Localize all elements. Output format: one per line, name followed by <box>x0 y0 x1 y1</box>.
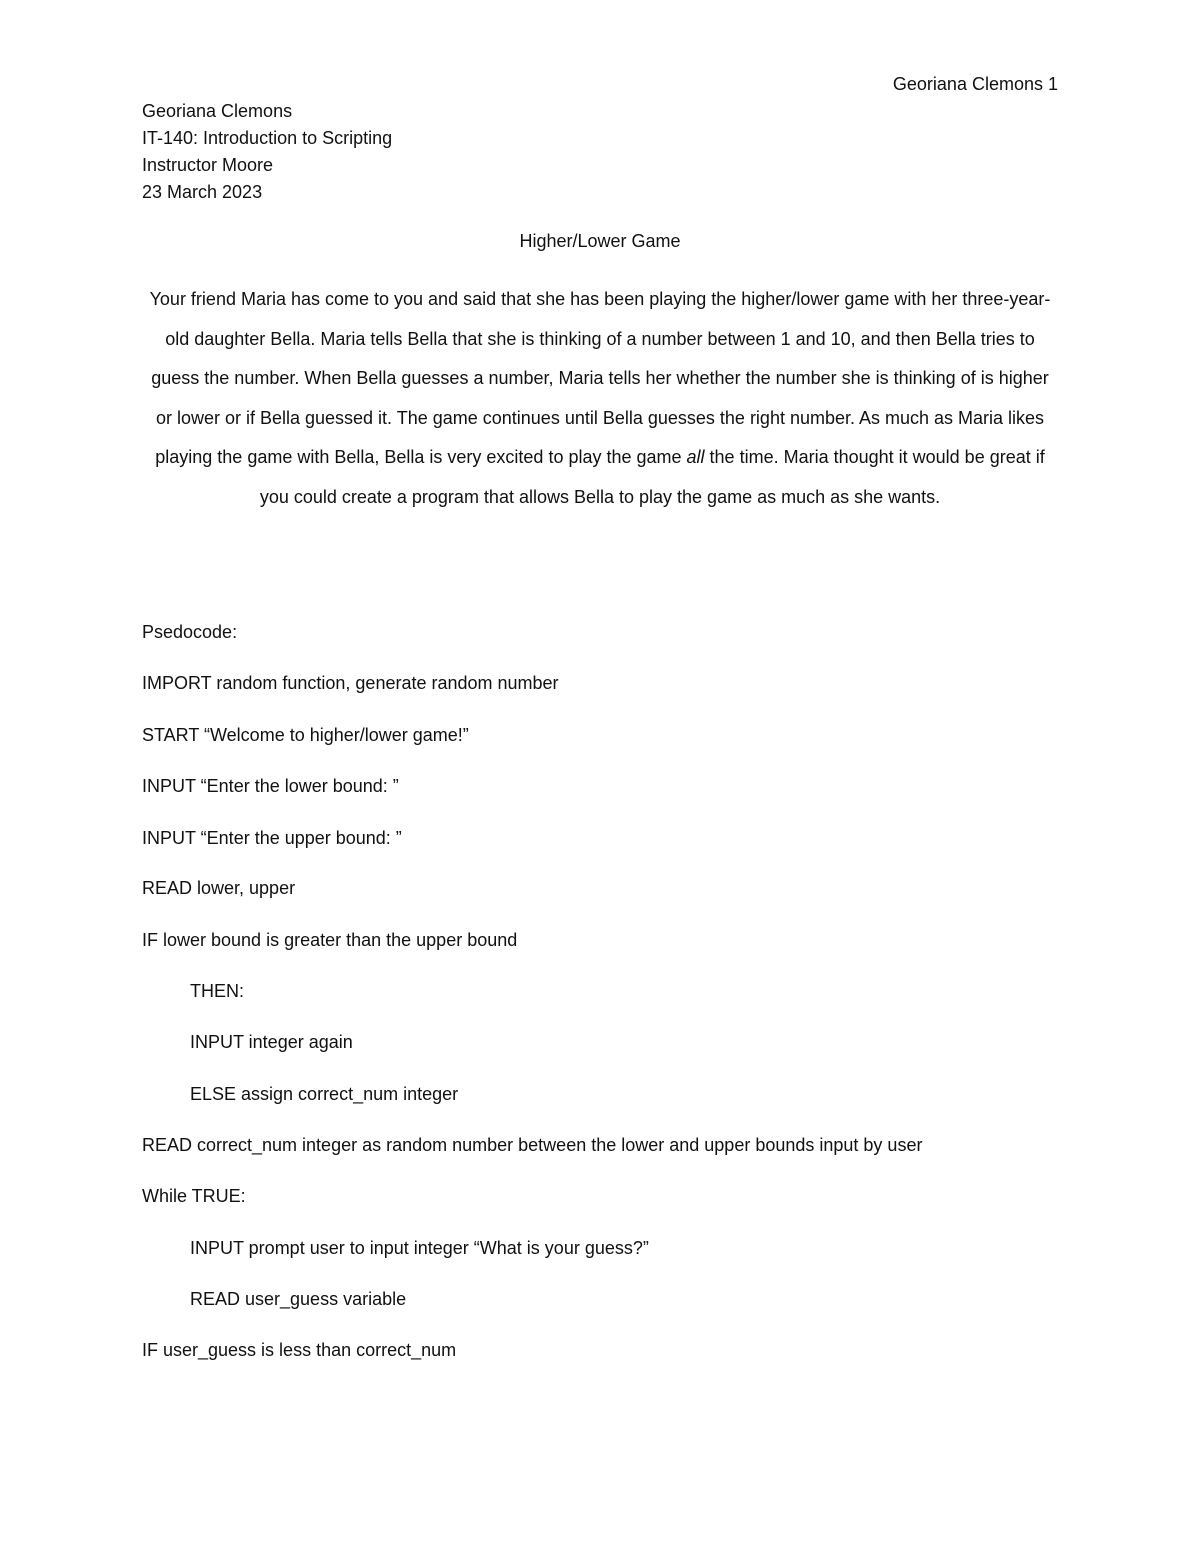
running-head: Georiana Clemons 1 <box>892 74 1058 94</box>
pseudocode-line: While TRUE: <box>142 1186 246 1206</box>
pseudocode-line: INPUT integer again <box>190 1032 353 1052</box>
document-title: Higher/Lower Game <box>519 231 681 251</box>
pseudocode-line: INPUT “Enter the lower bound: ” <box>142 776 399 796</box>
pseudocode-line: IF user_guess is less than correct_num <box>142 1340 457 1360</box>
pseudocode-line: IF lower bound is greater than the upper bound <box>142 930 518 950</box>
pseudocode-line: READ lower, upper <box>142 878 296 898</box>
pseudocode-line: INPUT prompt user to input integer “What is your guess?” <box>190 1238 649 1258</box>
body-text-start: Your friend Maria has come to you and said that she has been playing the higher/lower game with her three-year-old daughter Bella. Maria tells Bella that she is thinking of a number between 1 and 10, and then Bella tries to guess the number. When Bella guesses a number, Maria tells her whether the number she is thinking of is higher or lower or if Bella guessed it. The game continues until Bella guesses the right number. As much as Maria likes playing the game with Bella, Bella is very excited to play the game <box>149 289 1051 468</box>
course-name: IT-140: Introduction to Scripting <box>142 128 393 148</box>
body-paragraph <box>142 280 1058 518</box>
pseudocode-label: Psedocode: <box>142 622 238 642</box>
instructor-name: Instructor Moore <box>142 155 274 175</box>
pseudocode-line: THEN: <box>190 981 244 1001</box>
pseudocode-line: INPUT “Enter the upper bound: ” <box>142 828 402 848</box>
pseudocode-line: START “Welcome to higher/lower game!” <box>142 725 469 745</box>
pseudocode-line: IMPORT random function, generate random number <box>142 673 559 693</box>
pseudocode-line: ELSE assign correct_num integer <box>190 1084 459 1104</box>
pseudocode-line: READ correct_num integer as random number between the lower and upper bounds input by user <box>142 1135 923 1155</box>
body-text-italic: all <box>686 447 705 468</box>
heading-block <box>142 98 392 206</box>
document-date: 23 March 2023 <box>142 182 263 202</box>
author-name: Georiana Clemons <box>142 101 293 121</box>
body-text-end: the time. Maria thought it would be great if you could create a program that allows Bella to play the game as much as she wants. <box>259 447 1045 507</box>
pseudocode-line: READ user_guess variable <box>190 1289 407 1309</box>
